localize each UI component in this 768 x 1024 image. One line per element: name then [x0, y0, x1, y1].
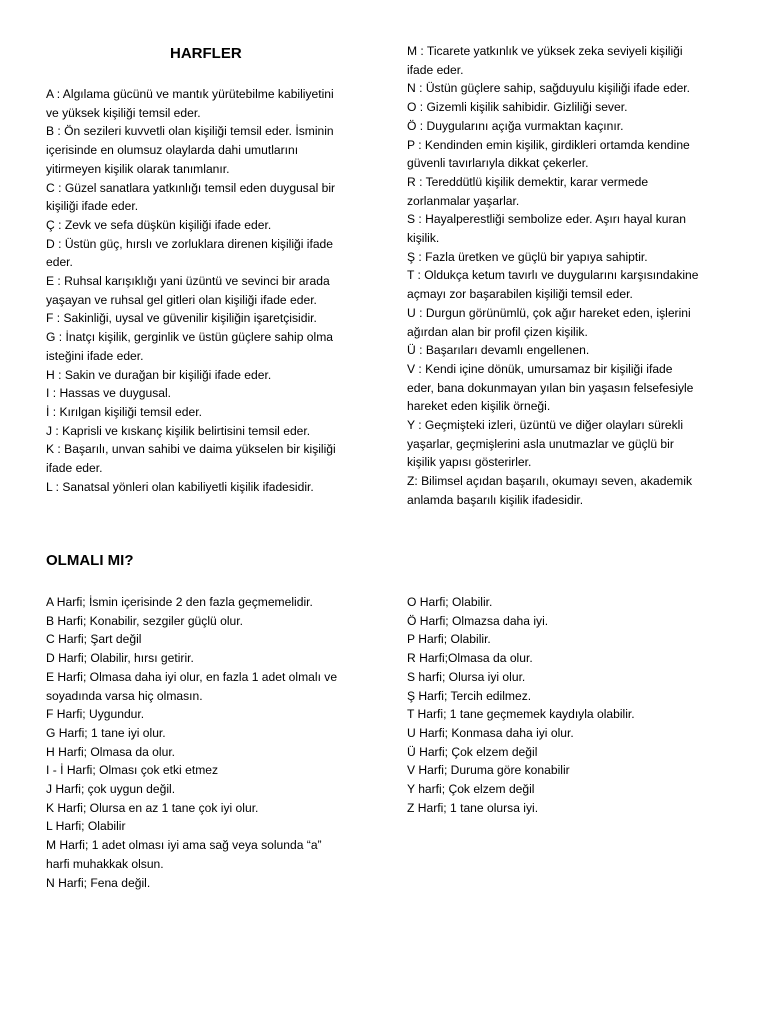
harf-description: [407, 416, 699, 472]
harf-description-line: hareket eden kişilik örneği.: [407, 399, 551, 414]
harf-rule: [46, 630, 337, 649]
harf-rule: [46, 593, 337, 612]
harf-description: [46, 422, 336, 441]
harf-description: [407, 266, 699, 303]
harf-rule-line: Ş Harfi; Tercih edilmez.: [407, 688, 532, 703]
harf-rule-line: Ü Harfi; Çok elzem değil: [407, 744, 538, 759]
harf-description-line: U : Durgun görünümlü, çok ağır hareket eden, işlerini: [407, 305, 691, 320]
harf-rule: [407, 724, 635, 743]
harf-description-line: İ : Kırılgan kişiliği temsil eder.: [46, 404, 202, 419]
harf-description: [46, 235, 336, 272]
harf-description-line: ifade eder.: [407, 62, 464, 77]
harf-rule-line: soyadında varsa hiç olmasın.: [46, 688, 203, 703]
harf-description-line: kişilik.: [407, 231, 440, 246]
harf-description: [407, 117, 699, 136]
harf-description-line: kişilik yapısı gösterirler.: [407, 455, 532, 470]
harf-rule: [46, 612, 337, 631]
harf-description: [46, 122, 336, 178]
harf-description-line: A : Algılama gücünü ve mantık yürütebilme kabiliyetini: [46, 87, 334, 101]
harf-description-line: yaşarlar, geçmişlerini asla unutmazlar ve güçlü bir: [407, 436, 674, 451]
harf-description-line: T : Oldukça ketum tavırlı ve duygularını karşısındakine: [407, 268, 699, 283]
harf-rule: [407, 593, 635, 612]
harf-description: [407, 42, 699, 79]
harf-description-line: eder.: [46, 255, 73, 270]
harf-description-line: I : Hassas ve duygusal.: [46, 386, 172, 401]
harf-rule-line: I - İ Harfi; Olması çok etki etmez: [46, 763, 219, 778]
harf-description-line: V : Kendi içine dönük, umursamaz bir kişiliği ifade: [407, 361, 673, 376]
harf-rule: [407, 649, 635, 668]
harf-rule: [407, 780, 635, 799]
harf-description: [46, 272, 336, 309]
harf-description: [407, 248, 699, 267]
harf-description: [46, 179, 336, 216]
harf-description-line: B : Ön sezileri kuvvetli olan kişiliği temsil eder. İsminin: [46, 124, 334, 139]
harf-rule: [46, 874, 337, 893]
harf-rule-line: K Harfi; Olursa en az 1 tane çok iyi olur.: [46, 800, 259, 815]
harf-description-line: N : Üstün güçlere sahip, sağduyulu kişiliği ifade eder.: [407, 81, 691, 96]
harf-description-line: ağırdan alan bir profil çizen kişilik.: [407, 324, 588, 339]
harf-description: [46, 403, 336, 422]
harf-rule: [46, 705, 337, 724]
harf-description-line: F : Sakinliği, uysal ve güvenilir kişiliğin işaretçisidir.: [46, 311, 317, 326]
harf-description: [407, 173, 699, 210]
harf-description-line: güvenli tavırlarıyla dikkat çekerler.: [407, 156, 589, 171]
harf-rule: [407, 705, 635, 724]
harf-rule-line: Ö Harfi; Olmazsa daha iyi.: [407, 613, 549, 628]
harfler-title: HARFLER: [170, 45, 242, 62]
harf-rule-line: harfi muhakkak olsun.: [46, 856, 164, 871]
harf-description-line: ve yüksek kişiliği temsil eder.: [46, 105, 201, 120]
harf-rule: [46, 761, 337, 780]
harf-description: [407, 210, 699, 247]
harf-description: [46, 478, 336, 497]
olmali-left-column: [46, 593, 337, 892]
harf-description-line: Y : Geçmişteki izleri, üzüntü ve diğer olayları sürekli: [407, 418, 684, 433]
harf-rule-line: G Harfi; 1 tane iyi olur.: [46, 725, 166, 740]
harf-description-line: kişiliği ifade eder.: [46, 199, 139, 214]
harf-rule: [407, 668, 635, 687]
harf-rule: [46, 743, 337, 762]
harf-rule-line: N Harfi; Fena değil.: [46, 875, 151, 890]
harf-description-line: L : Sanatsal yönleri olan kabiliyetli kişilik ifadesidir.: [46, 479, 314, 494]
harf-rule-line: B Harfi; Konabilir, sezgiler güçlü olur.: [46, 613, 243, 628]
harf-rule-line: R Harfi;Olmasa da olur.: [407, 651, 533, 666]
harf-rule: [407, 612, 635, 631]
harf-description-line: Ü : Başarıları devamlı engellenen.: [407, 343, 590, 358]
harf-description-line: eder, bana dokunmayan yılan bin yaşasın felsefesiyle: [407, 380, 694, 395]
harf-description: [407, 79, 699, 98]
harf-description: [46, 309, 336, 328]
harf-description-line: C : Güzel sanatlara yatkınlığı temsil eden duygusal bir: [46, 180, 336, 195]
harf-rule: [407, 761, 635, 780]
harf-description: [407, 472, 699, 509]
harf-rule: [407, 799, 635, 818]
harf-description: [407, 304, 699, 341]
harf-description: [46, 328, 336, 365]
harf-rule: [46, 668, 337, 705]
olmali-mi-title: OLMALI MI?: [46, 552, 134, 569]
harf-description-line: O : Gizemli kişilik sahibidir. Gizliliği sever.: [407, 100, 628, 115]
harf-rule: [46, 799, 337, 818]
harf-description-line: yitirmeyen kişilik olarak tanımlanır.: [46, 161, 230, 176]
harf-rule-line: H Harfi; Olmasa da olur.: [46, 744, 176, 759]
harf-rule-line: Z Harfi; 1 tane olursa iyi.: [407, 800, 539, 815]
harf-description: [407, 136, 699, 173]
harf-description-line: M : Ticarete yatkınlık ve yüksek zeka seviyeli kişiliği: [407, 44, 683, 58]
harf-description: [407, 360, 699, 416]
harf-rule-line: S harfi; Olursa iyi olur.: [407, 669, 526, 684]
harf-rule: [407, 687, 635, 706]
harf-description-line: yaşayan ve ruhsal gel gitleri olan kişiliği ifade eder.: [46, 292, 317, 307]
harf-rule-line: V Harfi; Duruma göre konabilir: [407, 763, 570, 778]
harf-description-line: D : Üstün güç, hırslı ve zorluklara direnen kişiliği ifade: [46, 236, 334, 251]
harf-description: [46, 366, 336, 385]
harf-description-line: J : Kaprisli ve kıskanç kişilik belirtisini temsil eder.: [46, 423, 311, 438]
harf-description-line: S : Hayalperestliği sembolize eder. Aşırı hayal kuran: [407, 212, 686, 227]
harf-rule: [407, 743, 635, 762]
harf-description-line: R : Tereddütlü kişilik demektir, karar vermede: [407, 174, 649, 189]
olmali-right-column: [407, 593, 635, 817]
harf-rule-line: C Harfi; Şart değil: [46, 632, 142, 647]
harf-rule: [46, 836, 337, 873]
harf-description-line: açmayı zor başarabilen kişiliği temsil eder.: [407, 287, 633, 302]
harf-rule-line: Y harfi; Çok elzem değil: [407, 782, 535, 797]
harf-description-line: Ç : Zevk ve sefa düşkün kişiliği ifade eder.: [46, 217, 272, 232]
harf-rule: [407, 630, 635, 649]
harf-description: [46, 85, 336, 122]
harf-description: [46, 216, 336, 235]
harf-description-line: Ş : Fazla üretken ve güçlü bir yapıya sahiptir.: [407, 249, 648, 264]
harf-rule-line: F Harfi; Uygundur.: [46, 707, 145, 722]
harf-rule: [46, 649, 337, 668]
harf-description-line: E : Ruhsal karışıklığı yani üzüntü ve sevinci bir arada: [46, 274, 330, 289]
harf-rule: [46, 724, 337, 743]
harfler-right-column: [407, 42, 699, 510]
harf-description-line: zorlanmalar yaşarlar.: [407, 193, 520, 208]
harf-rule-line: E Harfi; Olmasa daha iyi olur, en fazla 1 adet olmalı ve: [46, 669, 338, 684]
harf-description-line: Z: Bilimsel açıdan başarılı, okumayı seven, akademik: [407, 474, 692, 489]
harf-rule-line: O Harfi; Olabilir.: [407, 595, 493, 609]
harf-rule: [46, 817, 337, 836]
harf-rule-line: D Harfi; Olabilir, hırsı getirir.: [46, 651, 194, 666]
harf-description-line: P : Kendinden emin kişilik, girdikleri ortamda kendine: [407, 137, 690, 152]
harf-rule-line: P Harfi; Olabilir.: [407, 632, 491, 647]
harf-description: [46, 440, 336, 477]
harf-description-line: anlamda başarılı kişilik ifadesidir.: [407, 492, 584, 507]
harf-rule-line: T Harfi; 1 tane geçmemek kaydıyla olabilir.: [407, 707, 635, 722]
harf-rule-line: A Harfi; İsmin içerisinde 2 den fazla geçmemelidir.: [46, 595, 313, 609]
harf-description-line: ifade eder.: [46, 461, 103, 476]
harf-description-line: H : Sakin ve durağan bir kişiliği ifade eder.: [46, 367, 272, 382]
harf-description-line: G : İnatçı kişilik, gerginlik ve üstün güçlere sahip olma: [46, 330, 334, 345]
harf-rule: [46, 780, 337, 799]
harf-description: [46, 384, 336, 403]
harf-description: [407, 98, 699, 117]
harf-rule-line: J Harfi; çok uygun değil.: [46, 782, 176, 797]
harf-description-line: içerisinde en olumsuz olaylarda dahi umutlarını: [46, 143, 299, 158]
harf-description: [407, 341, 699, 360]
harfler-left-column: [46, 85, 336, 496]
harf-description-line: Ö : Duygularını açığa vurmaktan kaçınır.: [407, 118, 624, 133]
harf-rule-line: U Harfi; Konmasa daha iyi olur.: [407, 725, 574, 740]
harf-rule-line: M Harfi; 1 adet olması iyi ama sağ veya solunda “a”: [46, 838, 322, 853]
harf-rule-line: L Harfi; Olabilir: [46, 819, 126, 834]
harf-description-line: K : Başarılı, unvan sahibi ve daima yükselen bir kişiliği: [46, 442, 336, 457]
harf-description-line: isteğini ifade eder.: [46, 348, 144, 363]
